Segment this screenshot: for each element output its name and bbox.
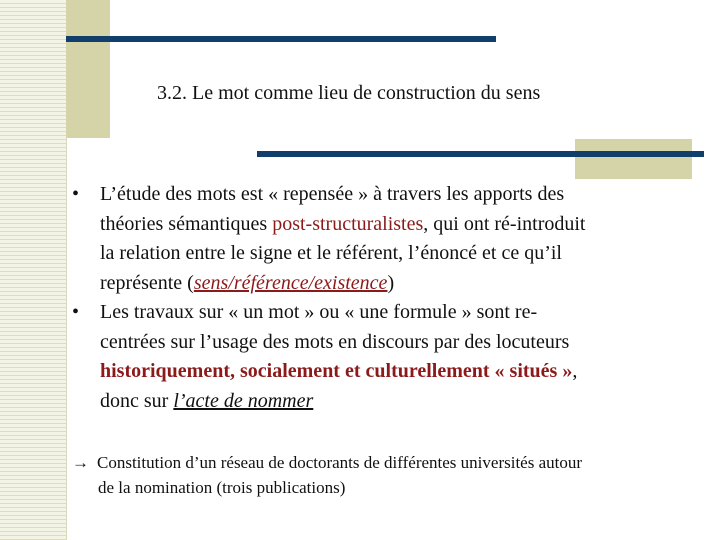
right-arrow-icon: → xyxy=(72,453,89,472)
emphasis-sens-reference-existence: sens/référence/existence xyxy=(193,271,388,294)
text-run: , xyxy=(572,360,578,382)
decorative-bar-bottom xyxy=(257,151,704,157)
bullet-1-line-1: L’étude des mots est « repensée » à travers les apports des xyxy=(100,183,565,205)
text-run: Constitution d’un réseau de doctorants de différentes universités autour xyxy=(97,453,583,472)
bullet-2-line-1: Les travaux sur « un mot » ou « une formule » sont re- xyxy=(100,301,538,323)
emphasis-situes: historiquement, socialement et culturellement « situés » xyxy=(100,360,573,382)
slide-title: 3.2. Le mot comme lieu de construction du sens xyxy=(157,82,541,104)
bullet-item-2 xyxy=(72,298,712,416)
text-run: ) xyxy=(387,271,395,294)
text-run: théories sémantiques xyxy=(100,212,273,235)
decorative-left-strip xyxy=(0,0,67,540)
text-run: , qui ont ré-introduit xyxy=(423,212,586,235)
bullet-1-line-4 xyxy=(100,269,712,299)
bullet-item-1 xyxy=(72,180,712,298)
bullet-2-line-2: centrées sur l’usage des mots en discours par des locuteurs xyxy=(100,330,570,353)
conclusion-note xyxy=(72,450,712,500)
bullet-1-line-2 xyxy=(100,210,712,240)
bullet-2-line-3 xyxy=(100,357,712,387)
bullet-1-line-3: la relation entre le signe et le référent, l’énoncé et ce qu’il xyxy=(100,242,562,264)
decorative-bar-top xyxy=(66,36,496,42)
conclusion-line-2: de la nomination (trois publications) xyxy=(98,478,346,497)
decorative-tan-block-right xyxy=(575,139,692,179)
bullet-list xyxy=(72,180,712,416)
text-run: représente ( xyxy=(100,271,194,294)
bullet-dot: • xyxy=(72,301,80,323)
emphasis-post-structuralistes: post-structuralistes xyxy=(272,212,424,235)
text-run: donc sur xyxy=(100,389,174,412)
conclusion-line-1 xyxy=(72,450,712,475)
decorative-tan-block-top xyxy=(66,0,110,138)
bullet-2-line-4 xyxy=(100,387,712,417)
bullet-dot: • xyxy=(72,183,80,205)
emphasis-acte-de-nommer: l’acte de nommer xyxy=(173,389,314,412)
